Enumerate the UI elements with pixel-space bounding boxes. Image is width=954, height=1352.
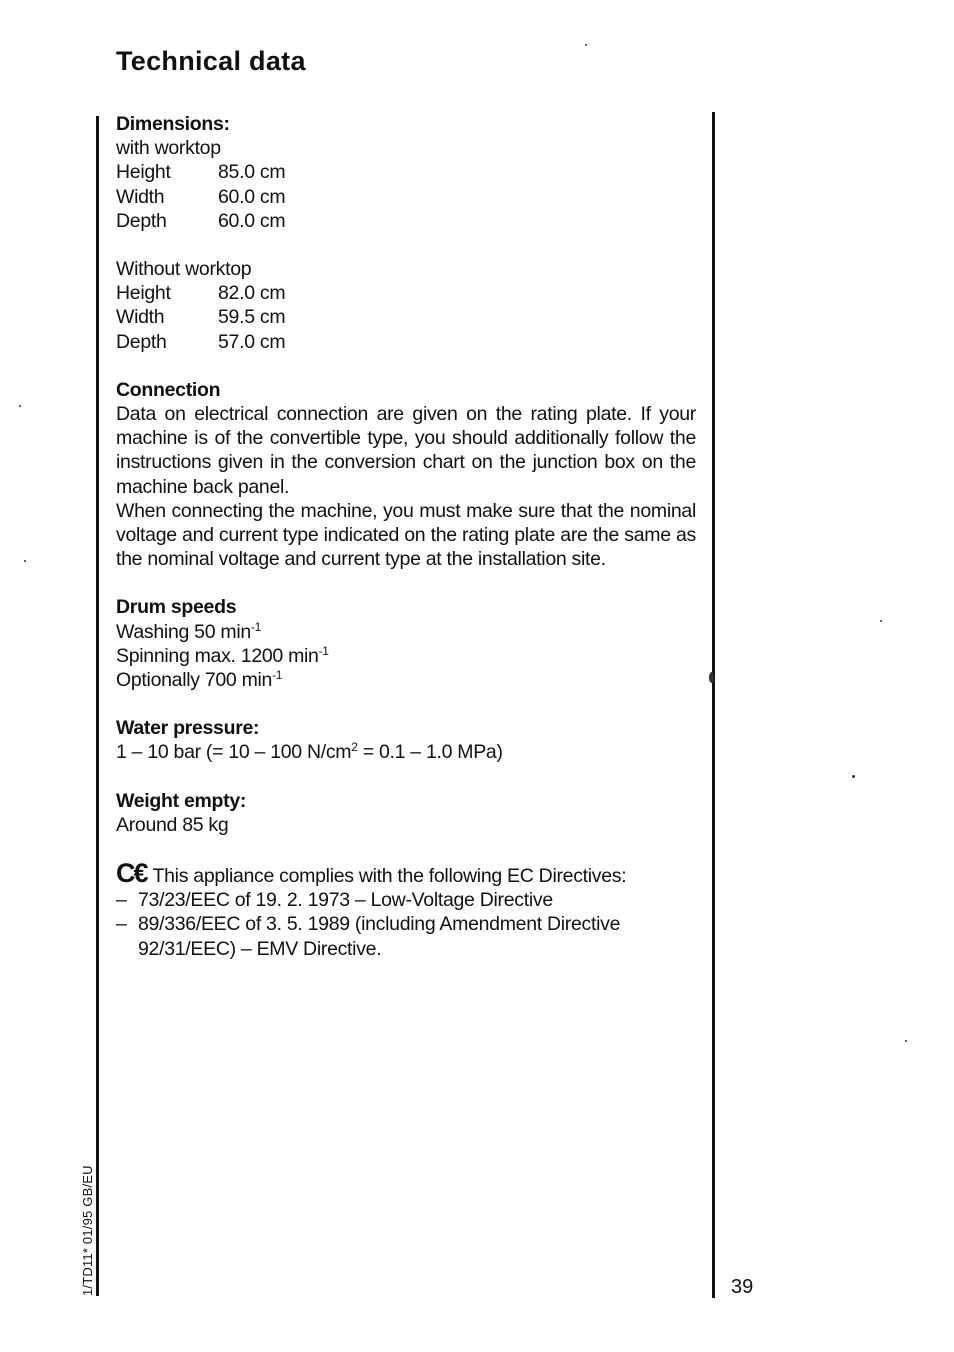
scan-speck [905, 1040, 907, 1042]
without-worktop-label: Without worktop [116, 258, 252, 281]
washing-speed: Washing 50 $\min^{-1}$ [116, 619, 261, 643]
drum-speeds-section [116, 595, 696, 692]
dimension-label: Depth [116, 330, 167, 353]
directive-text: 73/23/EEC of 19. 2. 1973 – Low-Voltage Directive [138, 889, 553, 912]
dimension-row [116, 305, 696, 329]
dimensions-section [116, 112, 696, 354]
water-pressure-section [116, 716, 696, 764]
dimension-label: Height [116, 161, 171, 184]
dimension-value: 85.0 cm [218, 161, 286, 184]
scan-speck [19, 405, 21, 407]
connection-section [116, 378, 696, 572]
list-dash: – [116, 889, 127, 912]
dimension-label: Depth [116, 209, 167, 232]
list-item [116, 912, 696, 960]
dimension-label: Width [116, 185, 165, 208]
directive-text: 89/336/EEC of 3. 5. 1989 (including Amendment Directive 92/31/EEC) – EMV Directive. [138, 913, 621, 960]
dimension-value: 60.0 cm [218, 209, 286, 232]
list-item [116, 888, 696, 912]
main-content [116, 112, 696, 961]
dimension-label: Height [116, 282, 171, 305]
optional-speed: Optionally 700 $\min^{-1}$ [116, 668, 283, 692]
dimension-row [116, 281, 696, 305]
dimension-row [116, 209, 696, 233]
connection-heading: Connection [116, 378, 221, 401]
dimension-value: 57.0 cm [218, 330, 286, 353]
page-title: Technical data [116, 46, 306, 76]
spinning-speed: Spinning max. 1200 $\min^{-1}$ [116, 643, 329, 667]
scan-speck [880, 620, 882, 622]
weight-value: Around 85 kg [116, 813, 229, 836]
ec-intro: This appliance complies with the following EC Directives: [152, 865, 627, 888]
scan-speck [24, 560, 26, 562]
weight-section [116, 789, 696, 837]
right-margin-rule [712, 112, 715, 1298]
drum-speeds-heading: Drum speeds [116, 596, 237, 619]
water-pressure-value: 1 – 10 bar (= 10 – 100 $N/cm^2 = 0.1 - 1.0$ MPa) [116, 740, 503, 764]
dimensions-heading: Dimensions: [116, 113, 230, 135]
water-pressure-heading: Water pressure: [116, 717, 260, 740]
connection-paragraph: Data on electrical connection are given on the rating plate. If your machine is of the convertible type, you should additionally follow the instructions given in the conversion chart on the junction box on the machine back panel. [116, 403, 696, 498]
dimension-value: 82.0 cm [218, 282, 286, 305]
dimension-value: 60.0 cm [218, 185, 286, 208]
dimension-label: Width [116, 306, 165, 329]
document-code: 1/TD11* 01/95 GB/EU [80, 1165, 95, 1296]
dimension-row [116, 330, 696, 354]
page-number: 39 [731, 1276, 754, 1298]
scan-speck [709, 672, 714, 683]
ce-mark-icon: C€ [116, 858, 147, 889]
connection-paragraph: When connecting the machine, you must make sure that the nominal voltage and current type indicated on the rating plate are the same as the nominal voltage and current type at the installation site. [116, 499, 696, 571]
dimension-row [116, 160, 696, 184]
ec-directives-section [116, 858, 696, 961]
with-worktop-label: with worktop [116, 137, 221, 160]
dimension-row [116, 185, 696, 209]
scan-speck [585, 44, 587, 46]
left-margin-rule [96, 116, 99, 1296]
weight-heading: Weight empty: [116, 789, 247, 812]
list-dash: – [116, 913, 127, 936]
scan-speck [852, 775, 855, 778]
dimension-value: 59.5 cm [218, 306, 286, 329]
